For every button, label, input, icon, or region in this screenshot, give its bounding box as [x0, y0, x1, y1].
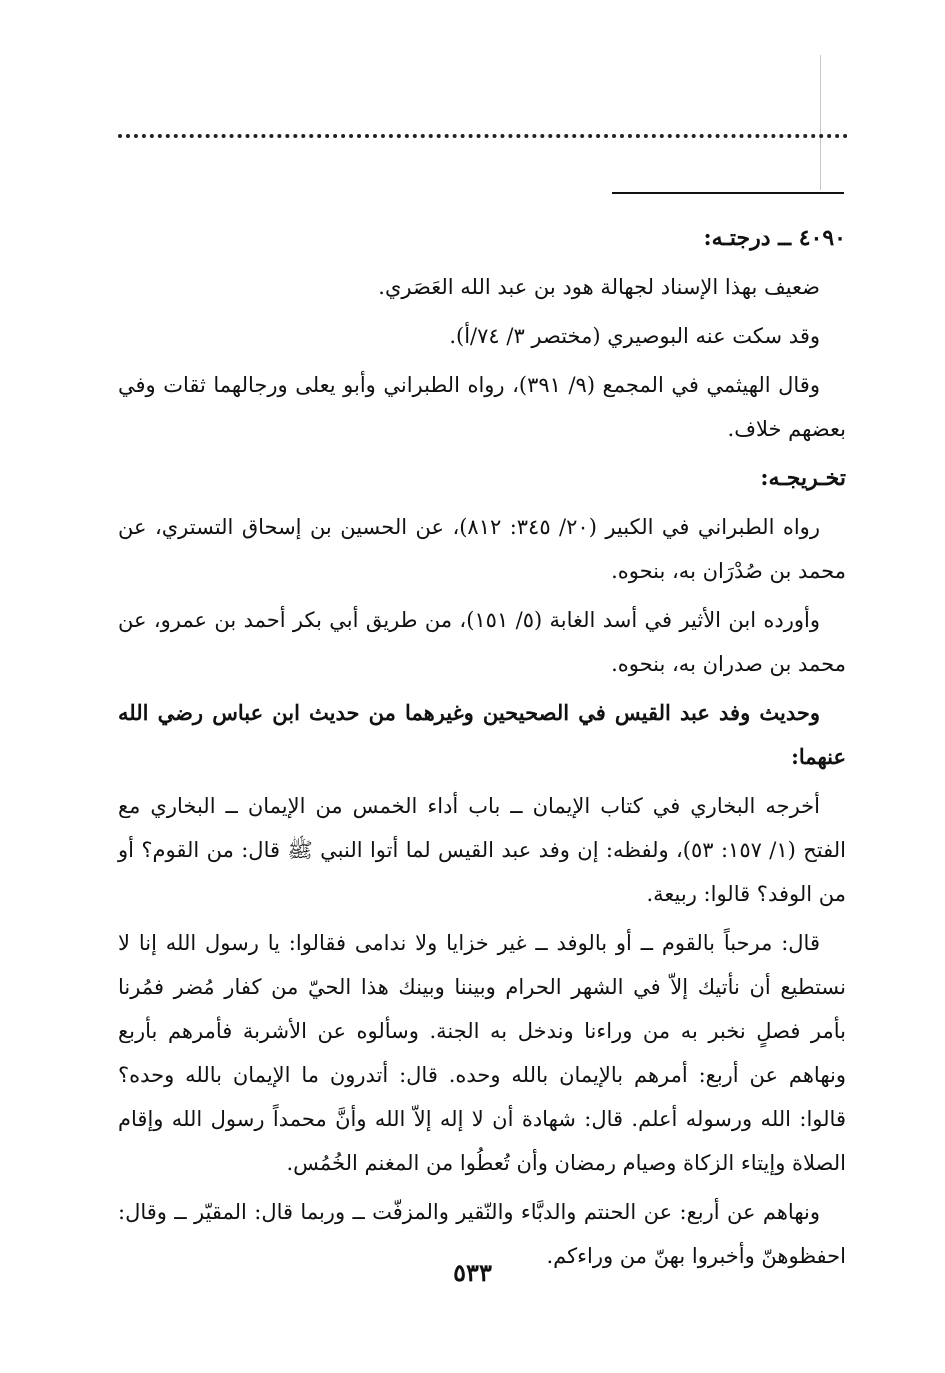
dotted-separator: [118, 134, 848, 138]
footnote-rule: [612, 192, 844, 194]
page-number: ٥٣٣: [453, 1258, 492, 1287]
takhrij-heading: تخـريجـه:: [760, 465, 846, 491]
takhrij-paragraph-5: قال: مرحباً بالقوم ــ أو بالوفد ــ غير خزايا ولا ندامى فقالوا: يا رسول الله إنا لا نستطيع أن نأتيك إلاّ في الشهر الحرام وبيننا وبينك هذا الحيّ من كفار مُضر فمُرنا بأمر فصلٍ نخبر به من وراءنا وندخل به الجنة. وسألوه عن الأشربة فأمرهم بأربع ونهاهم عن أربع: أمرهم بالإيمان بالله وحده. قال: أتدرون ما الإيمان بالله وحده؟ قالوا: الله ورسوله أعلم. قال: شهادة أن لا إله إلاّ الله وأنَّ محمداً رسول الله وإقام الصلاة وإيتاء الزكاة وصيام رمضان وأن تُعطُوا من المغنم الخُمُس.: [118, 931, 846, 1175]
body-text: [118, 216, 846, 1283]
takhrij-paragraph-6: ونهاهم عن أربع: عن الحنتم والدبَّاء والنّقير والمزفّت ــ وربما قال: المقيّر ــ وقال: احفظوهنّ وأخبروا بهنّ من وراءكم.: [118, 1200, 846, 1268]
takhrij-paragraph-3: وحديث وفد عبد القيس في الصحيحين وغيرهما من حديث ابن عباس رضي الله عنهما:: [118, 700, 846, 769]
grade-heading: ٤٠٩٠ ــ درجتـه:: [703, 225, 846, 251]
takhrij-paragraph-4: أخرجه البخاري في كتاب الإيمان ــ باب أداء الخمس من الإيمان ــ البخاري مع الفتح (١/ ١٥٧: ٥٣)، ولفظه: إن وفد عبد القيس لما أتوا النبي ﷺ قال: من القوم؟ أو من الوفد؟ قالوا: ربيعة.: [118, 794, 846, 906]
takhrij-paragraph-2: وأورده ابن الأثير في أسد الغابة (٥/ ١٥١)، من طريق أبي بكر أحمد بن عمرو، عن محمد بن صدران به، بنحوه.: [118, 608, 846, 676]
margin-line: [820, 55, 821, 190]
takhrij-paragraph-1: رواه الطبراني في الكبير (٢٠/ ٣٤٥: ٨١٢)، عن الحسين بن إسحاق التستري، عن محمد بن صُدْرَان به، بنحوه.: [118, 515, 846, 583]
grade-paragraph-1: ضعيف بهذا الإسناد لجهالة هود بن عبد الله العَصَري.: [378, 275, 820, 299]
grade-paragraph-3: وقال الهيثمي في المجمع (٩/ ٣٩١)، رواه الطبراني وأبو يعلى ورجالهما ثقات وفي بعضهم خلاف.: [118, 373, 846, 441]
grade-paragraph-2: وقد سكت عنه البوصيري (مختصر ٣/ ٧٤/أ).: [449, 324, 820, 348]
